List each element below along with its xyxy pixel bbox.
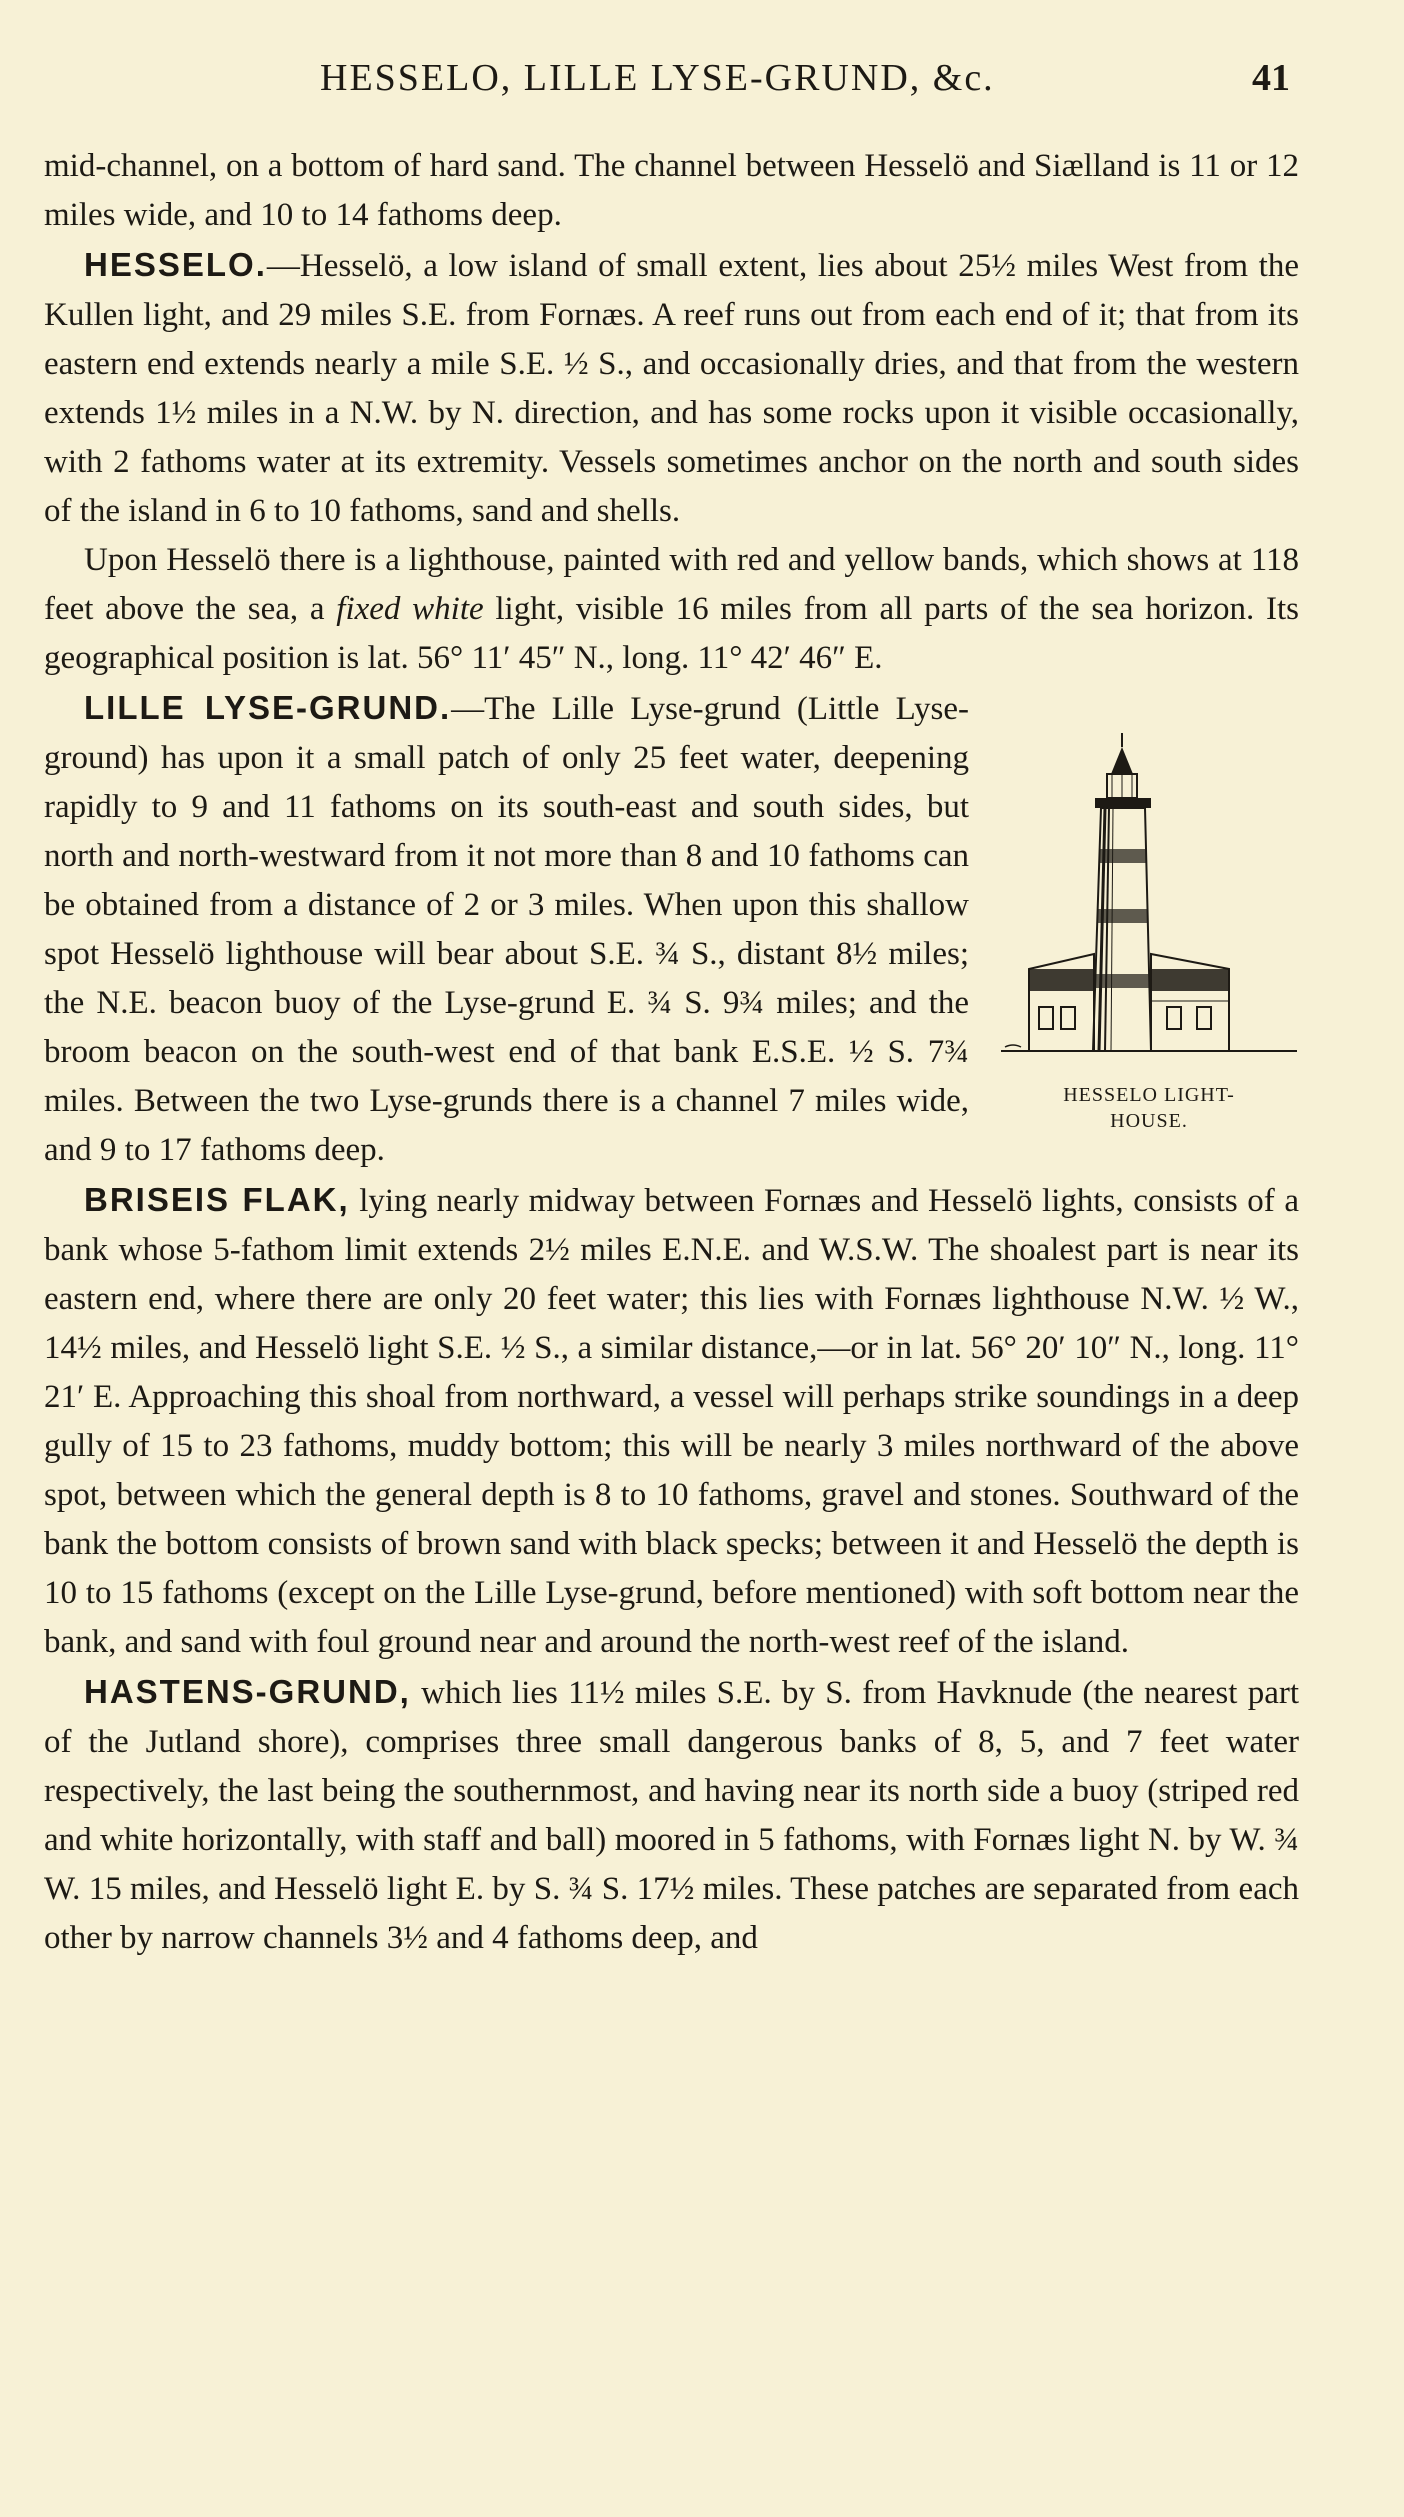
lighthouse-illustration — [999, 729, 1299, 1069]
heading-lille-lyse-grund: LILLE LYSE-GRUND. — [84, 689, 452, 726]
page-header — [0, 56, 1404, 106]
caption-line-1: HESSELO LIGHT- — [1063, 1084, 1235, 1106]
paragraph-briseis-flak — [44, 1175, 1299, 1667]
paragraph-lighthouse — [44, 536, 1299, 683]
paragraph-lille-lyse-grund-text: —The Lille Lyse-grund (Little Lyse-ground) has upon it a small patch of only 25 feet water, deepening rapidly to 9 and 11 fathoms on its south-east and south sides, but north and north-westward from it not more than 8 and 10 fathoms can be obtained from a distance of 2 or 3 miles. When upon this shallow spot Hesselö lighthouse will bear about S.E. ¾ S., distant 8½ miles; the N.E. beacon buoy of the Lyse-grund E. ¾ S. 9¾ miles; and the broom beacon on the south-west end of that bank E.S.E. ½ S. 7¾ miles. Between the two Lyse-grunds there is a channel 7 miles wide, and 9 to 17 fathoms deep. — [44, 691, 969, 1168]
paragraph-hastens-grund-text: which lies 11½ miles S.E. by S. from Havknude (the nearest part of the Jutland shore), comprises three small dangerous banks of 8, 5, and 7 feet water respectively, the last being the southernmost, and having near its north side a buoy (striped red and white horizontally, with staff and ball) moored in 5 fathoms, with Fornæs light N. by W. ¾ W. 15 miles, and Hesselö light E. by S. ¾ S. 17½ miles. These patches are separated from each other by narrow channels 3½ and 4 fathoms deep, and — [44, 1675, 1299, 1956]
figure-caption — [999, 1082, 1299, 1134]
heading-briseis-flak: BRISEIS FLAK, — [84, 1181, 350, 1218]
lighthouse-figure — [999, 689, 1299, 1149]
paragraph-continuation: mid-channel, on a bottom of hard sand. The channel between Hesselö and Siælland is 11 or 12 miles wide, and 10 to 14 fathoms deep. — [44, 148, 1299, 233]
paragraph-briseis-flak-text: lying nearly midway between Fornæs and Hesselö lights, consists of a bank whose 5-fathom limit extends 2½ miles E.N.E. and W.S.W. The shoalest part is near its eastern end, where there are only 20 feet water; this lies with Fornæs lighthouse N.W. ½ W., 14½ miles, and Hesselö light S.E. ½ S., a similar distance,—or in lat. 56° 20′ 10″ N., long. 11° 21′ E. Approaching this shoal from northward, a vessel will perhaps strike soundings in a deep gully of 15 to 23 fathoms, muddy bottom; this will be nearly 3 miles northward of the above spot, between which the general depth is 8 to 10 fathoms, gravel and stones. Southward of the bank the bottom consists of brown sand with black specks; between it and Hesselö the depth is 10 to 15 fathoms (except on the Lille Lyse-grund, before mentioned) with soft bottom near the bank, and sand with foul ground near and around the north-west reef of the island. — [44, 1183, 1299, 1660]
light-character: fixed white — [336, 591, 484, 627]
caption-line-2: HOUSE. — [1110, 1110, 1188, 1132]
paragraph-hesselo-text: —Hesselö, a low island of small extent, lies about 25½ miles West from the Kullen light, and 29 miles S.E. from Fornæs. A reef runs out from each end of it; that from its eastern end extends nearly a mile S.E. ½ S., and occasionally dries, and that from the western extends 1½ miles in a N.W. by N. direction, and has some rocks upon it visible occasionally, with 2 fathoms water at its extremity. Vessels sometimes anchor on the north and south sides of the island in 6 to 10 fathoms, sand and shells. — [44, 248, 1299, 529]
heading-hesselo: HESSELO. — [84, 246, 267, 283]
paragraph-hastens-grund — [44, 1667, 1299, 1963]
running-title: HESSELO, LILLE LYSE-GRUND, &c. — [320, 57, 995, 99]
paragraph-lighthouse-text-a: Upon Hesselö there is a lighthouse, painted with red and yellow bands, which shows at 118 feet above the sea, a — [44, 542, 1299, 627]
page-number: 41 — [1252, 57, 1290, 99]
body-text — [44, 142, 1299, 1963]
paragraph-lighthouse-text-b: light, visible 16 miles from all parts of the sea horizon. Its geographical position is lat. 56° 11′ 45″ N., long. 11° 42′ 46″ E. — [44, 591, 1299, 676]
paragraph-hesselo — [44, 240, 1299, 536]
heading-hastens-grund: HASTENS-GRUND, — [84, 1673, 411, 1710]
